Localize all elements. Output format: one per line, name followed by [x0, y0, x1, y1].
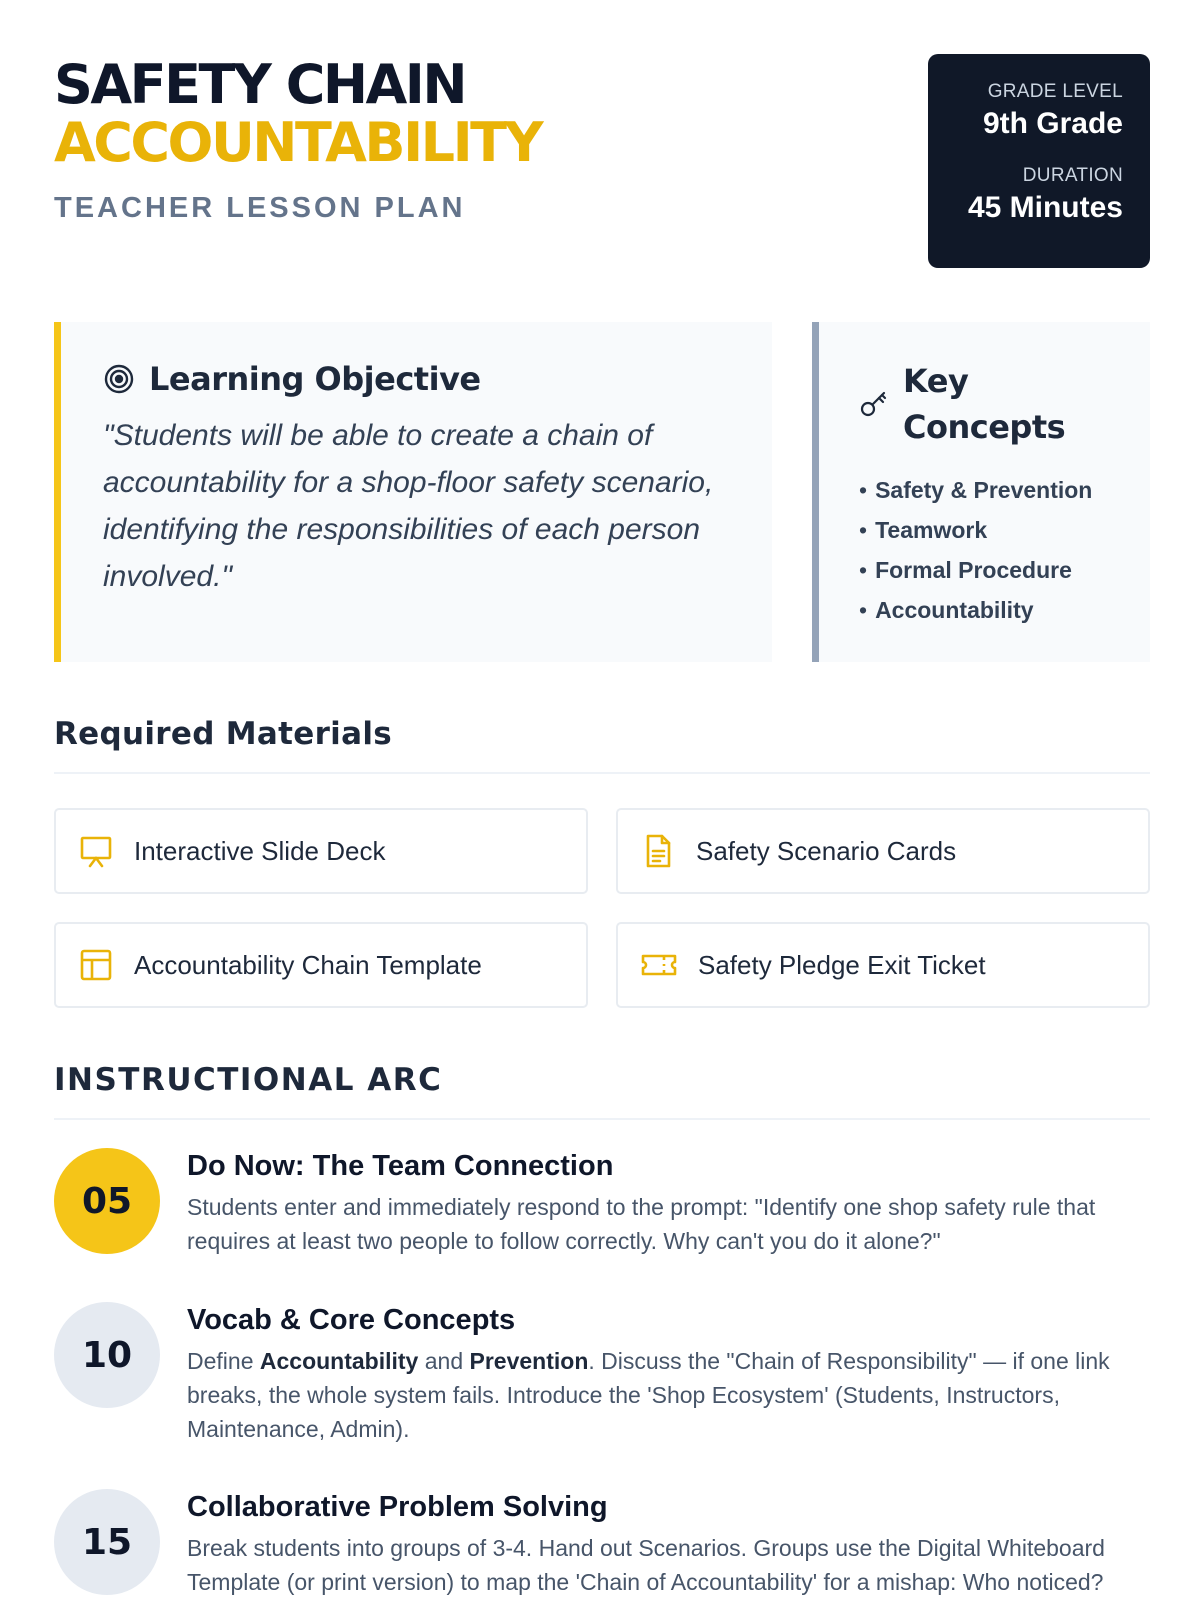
- material-scenario-cards[interactable]: [616, 808, 1150, 894]
- step-description: Break students into groups of 3-4. Hand out Scenarios. Groups use the Digital Whiteboard Template (or print version) to map the 'Chain of Accountability' for a mishap: Who noticed?: [187, 1535, 1105, 1595]
- material-label: Safety Scenario Cards: [696, 835, 957, 866]
- key-icon: [859, 389, 889, 419]
- grade-value: 9th Grade: [982, 107, 1123, 140]
- objective-heading: Learning Objective: [149, 360, 481, 398]
- learning-objective-card: [54, 322, 772, 662]
- material-slide-deck[interactable]: [54, 808, 588, 894]
- minutes-badge: 15: [54, 1489, 160, 1595]
- duration-label: DURATION: [1022, 165, 1123, 186]
- title-line-2: ACCOUNTABILITY: [54, 111, 542, 174]
- concepts-heading-row: [859, 358, 1130, 450]
- concepts-heading: Key Concepts: [903, 362, 1066, 446]
- presentation-icon: [78, 833, 114, 869]
- step-body: [187, 1148, 1150, 1258]
- objective-text: "Students will be able to create a chain of accountability for a shop-floor safety scenario, identifying the responsibilities of each person involved.": [103, 419, 714, 593]
- step-body: [187, 1302, 1150, 1446]
- step-description: Define Accountability and Prevention. Discuss the "Chain of Responsibility" — if one link breaks, the whole system fails. Introduce the 'Shop Ecosystem' (Students, Instructors, Maintenance, Admin).: [187, 1348, 1110, 1442]
- ticket-icon: [640, 947, 678, 983]
- concept-list: [859, 470, 1130, 630]
- target-icon: [103, 363, 135, 395]
- materials-heading: Required Materials: [54, 716, 1150, 774]
- material-label: Safety Pledge Exit Ticket: [698, 949, 986, 980]
- arc-heading: INSTRUCTIONAL ARC: [54, 1062, 1150, 1120]
- key-concepts-card: [812, 322, 1150, 662]
- header: [54, 54, 1150, 268]
- concept-item: • Formal Procedure: [859, 550, 1130, 590]
- step-title: Vocab & Core Concepts: [187, 1304, 516, 1336]
- term-prevention: Prevention: [469, 1348, 589, 1374]
- material-chain-template[interactable]: [54, 922, 588, 1008]
- concept-item: • Teamwork: [859, 510, 1130, 550]
- step-title: Collaborative Problem Solving: [187, 1491, 608, 1523]
- concept-item: • Safety & Prevention: [859, 470, 1130, 510]
- title-line-1: SAFETY CHAIN: [54, 53, 466, 116]
- duration-value: 45 Minutes: [967, 191, 1123, 224]
- grade-label: GRADE LEVEL: [987, 81, 1123, 102]
- objective-heading-row: [103, 360, 728, 398]
- document-icon: [640, 833, 676, 869]
- minutes-badge: 10: [54, 1302, 160, 1408]
- term-accountability: Accountability: [259, 1348, 419, 1374]
- material-exit-ticket[interactable]: [616, 922, 1150, 1008]
- concept-item: • Accountability: [859, 590, 1130, 630]
- meta-box: [928, 54, 1150, 268]
- subtitle: TEACHER LESSON PLAN: [54, 192, 466, 224]
- step-body: [187, 1489, 1150, 1599]
- layout-icon: [78, 947, 114, 983]
- material-label: Interactive Slide Deck: [134, 835, 386, 866]
- material-label: Accountability Chain Template: [134, 949, 482, 980]
- step-title: Do Now: The Team Connection: [187, 1150, 614, 1182]
- minutes-badge: 05: [54, 1148, 160, 1254]
- step-description: Students enter and immediately respond to the prompt: "Identify one shop safety rule that requires at least two people to follow correctly. Why can't you do it alone?": [187, 1194, 1096, 1254]
